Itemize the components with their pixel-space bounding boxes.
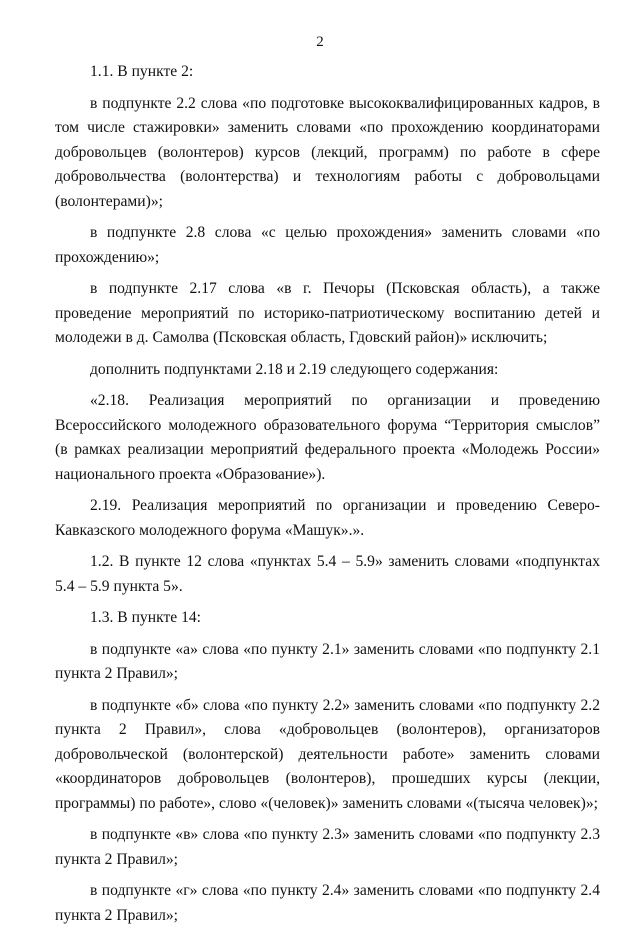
paragraph-subitem-a: в подпункте «а» слова «по пункту 2.1» заменить словами «по подпункту 2.1 пункта 2 Правил»; [55, 640, 600, 682]
paragraph-subitem-g: в подпункте «г» слова «по пункту 2.4» заменить словами «по подпункту 2.4 пункта 2 Правил»; [55, 882, 600, 924]
paragraph-subitem-b: в подпункте «б» слова «по пункту 2.2» заменить словами «по подпункту 2.2 пункта 2 Правил», слова «добровольцев (волонтеров), организаторов добровольческой (волонтерской) деятельности работе» заменить словами «координаторов добровольцев (волонтеров), прошедших курсы (лекции, программы) по работе», слово «(человек)» заменить словами «(тысяча человек)»; [55, 696, 600, 812]
page-number: 2 [316, 34, 324, 50]
document-body [55, 60, 600, 935]
paragraph-subitem-v: в подпункте «в» слова «по пункту 2.3» заменить словами «по подпункту 2.3 пункта 2 Правил»; [55, 826, 600, 868]
paragraph-2-18: «2.18. Реализация мероприятий по организации и проведению Всероссийского молодежного образовательного форума “Территория смыслов” (в рамках реализации мероприятий федерального проекта «Молодежь России» национального проекта «Образование»). [55, 392, 600, 483]
paragraph-subitem-2-2: в подпункте 2.2 слова «по подготовке высококвалифицированных кадров, в том числе стажировки» заменить словами «по прохождению координаторами добровольцев (волонтеров) курсов (лекций, программ) по работе в сфере добровольчества (волонтерства) и технологиям работы с добровольцами (волонтерами)»; [55, 94, 600, 210]
paragraph-1-2: 1.2. В пункте 12 слова «пунктах 5.4 – 5.9» заменить словами «подпунктах 5.4 – 5.9 пункта 5». [55, 553, 600, 595]
paragraph-subitem-2-8: в подпункте 2.8 слова «с целью прохождения» заменить словами «по прохождению»; [55, 224, 600, 266]
paragraph-1-3-heading: 1.3. В пункте 14: [90, 609, 202, 626]
paragraph-add-subitems: дополнить подпунктами 2.18 и 2.19 следующего содержания: [90, 360, 499, 378]
paragraph-2-19: 2.19. Реализация мероприятий по организации и проведению Северо-Кавказского молодежного форума «Машук».». [55, 497, 600, 539]
paragraph-subitem-2-17: в подпункте 2.17 слова «в г. Печоры (Псковская область), а также проведение мероприятий по историко-патриотическому воспитанию детей и молодежи в д. Самолва (Псковская область, Гдовский район)» исключить; [55, 280, 600, 346]
paragraph-1-1-heading: 1.1. В пункте 2: [90, 63, 194, 80]
